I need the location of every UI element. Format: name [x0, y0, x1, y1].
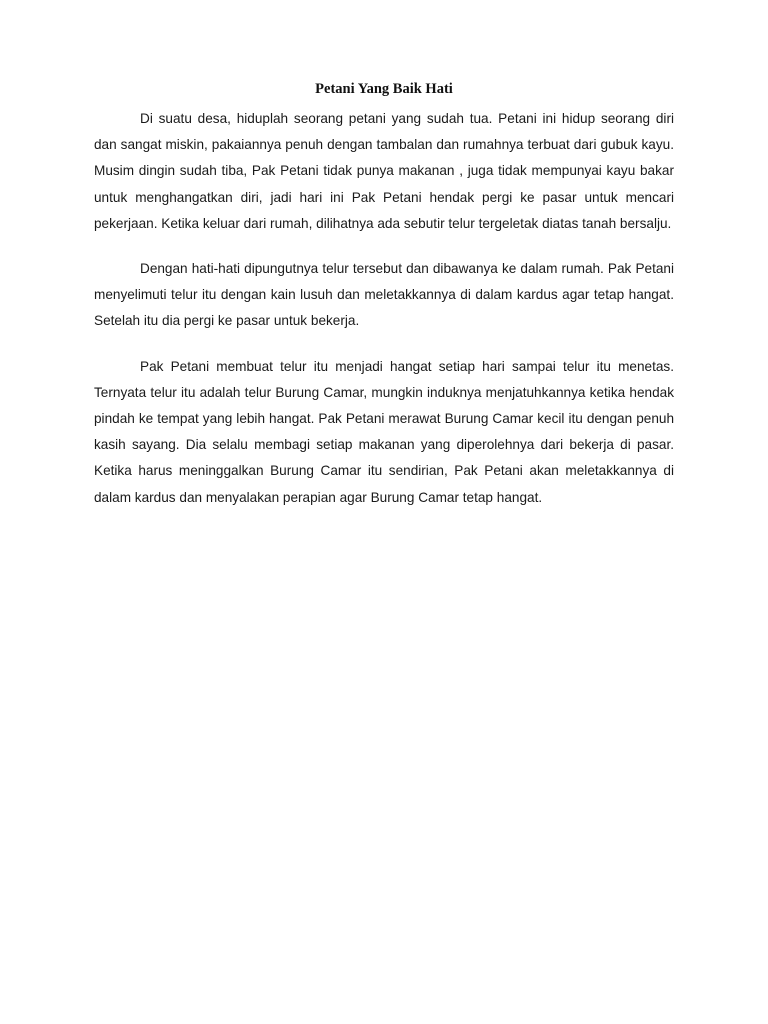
document-title: Petani Yang Baik Hati — [315, 81, 453, 97]
paragraph-2: Dengan hati-hati dipungutnya telur tersebut dan dibawanya ke dalam rumah. Pak Petani menyelimuti telur itu dengan kain lusuh dan meletakkannya di dalam kardus agar tetap hangat. Setelah itu dia pergi ke pasar untuk bekerja. — [94, 261, 674, 329]
paragraph-3: Pak Petani membuat telur itu menjadi hangat setiap hari sampai telur itu menetas. Ternyata telur itu adalah telur Burung Camar, mungkin induknya menjatuhkannya ketika hendak pindah ke tempat yang lebih hangat. Pak Petani merawat Burung Camar kecil itu dengan penuh kasih sayang. Dia selalu membagi setiap makanan yang diperolehnya dari bekerja di pasar. Ketika harus meninggalkan Burung Camar itu sendirian, Pak Petani akan meletakkannya di dalam kardus dan menyalakan perapian agar Burung Camar tetap hangat. — [94, 358, 674, 505]
paragraph-1: Di suatu desa, hiduplah seorang petani yang sudah tua. Petani ini hidup seorang diri dan sangat miskin, pakaiannya penuh dengan tambalan dan rumahnya terbuat dari gubuk kayu. Musim dingin sudah tiba, Pak Petani tidak punya makanan , juga tidak mempunyai kayu bakar untuk menghangatkan diri, jadi hari ini Pak Petani hendak pergi ke pasar untuk mencari pekerjaan. Ketika keluar dari rumah, dilihatnya ada sebutir telur tergeletak diatas tanah bersalju. — [94, 111, 674, 231]
document-body — [94, 106, 674, 530]
